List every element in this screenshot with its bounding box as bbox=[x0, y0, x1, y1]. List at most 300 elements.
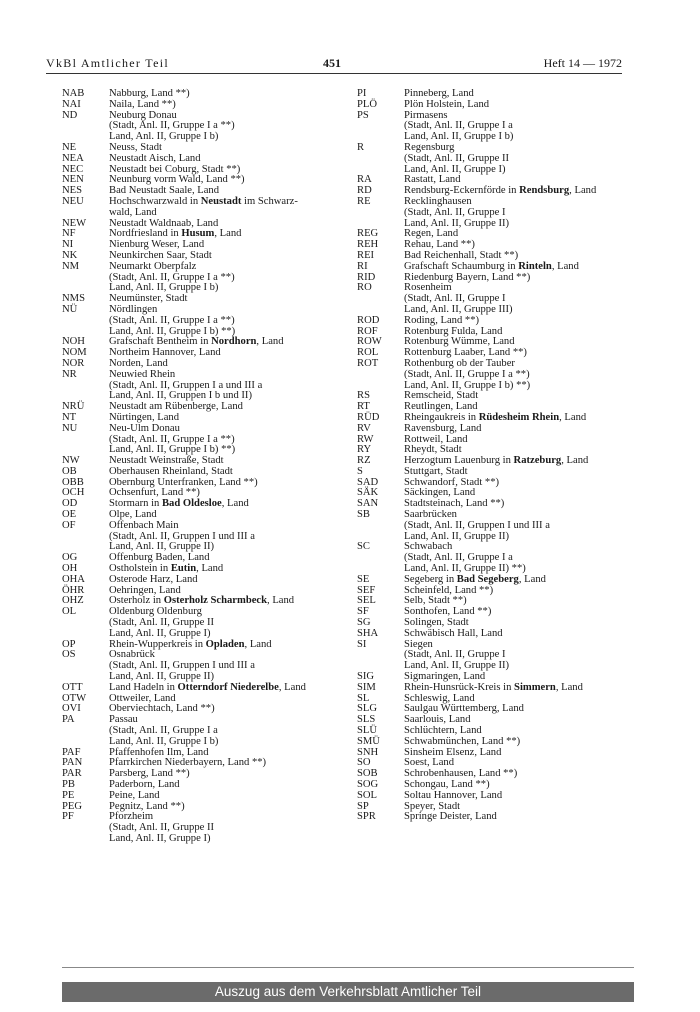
entry-code: ROF bbox=[357, 325, 378, 337]
entry-code: RD bbox=[357, 185, 372, 197]
description-text: Neustadt Aisch, Land bbox=[109, 152, 201, 164]
entry-code: PAR bbox=[62, 768, 82, 780]
description-text: Schleswig, Land bbox=[404, 692, 475, 704]
entry-code: RT bbox=[357, 401, 370, 413]
entry-code: OF bbox=[62, 519, 76, 531]
description-text: Neunkirchen Saar, Stadt bbox=[109, 249, 212, 261]
description-text: Paderborn, Land bbox=[109, 779, 180, 790]
description-text: Rhein-Wupperkreis in bbox=[109, 638, 206, 650]
description-text: Ottweiler, Land bbox=[109, 692, 176, 704]
entry-description bbox=[109, 111, 340, 143]
entry-code: SÄK bbox=[357, 487, 379, 499]
description-text: Neu-Ulm Donau bbox=[109, 422, 180, 434]
description-text: Osterode Harz, Land bbox=[109, 573, 198, 585]
code-entry bbox=[62, 370, 340, 402]
entry-description bbox=[109, 262, 340, 294]
entry-code: NEU bbox=[62, 195, 84, 207]
code-entry bbox=[62, 758, 340, 769]
description-text: Roding, Land **) bbox=[404, 314, 480, 326]
description-text: Oehringen, Land bbox=[109, 584, 181, 596]
description-text: Nordfriesland in bbox=[109, 228, 182, 240]
entry-code: NR bbox=[62, 368, 77, 380]
entry-code: REI bbox=[357, 249, 375, 261]
description-text: Neustadt bei Coburg, Stadt **) bbox=[109, 163, 241, 175]
description-text: Siegen bbox=[404, 638, 433, 650]
description-text: Regen, Land bbox=[404, 228, 459, 240]
description-text: Neuwied Rhein bbox=[109, 368, 176, 380]
entry-description bbox=[404, 111, 625, 143]
description-text: Rotenburg Fulda, Land bbox=[404, 325, 503, 337]
entry-code: SEF bbox=[357, 584, 376, 596]
seat-name: Opladen bbox=[205, 638, 245, 650]
description-text: Rotenburg Wümme, Land bbox=[404, 336, 515, 348]
description-text: Bad Reichenhall, Stadt **) bbox=[404, 249, 519, 261]
entry-code: ROL bbox=[357, 347, 379, 359]
description-text: (Stadt, Anl. II, Gruppen I und III a bbox=[404, 519, 550, 531]
code-entry bbox=[62, 294, 340, 305]
code-entry bbox=[62, 607, 340, 639]
seat-name: Neustadt bbox=[200, 195, 242, 207]
code-entry bbox=[357, 111, 625, 143]
code-entry bbox=[62, 510, 340, 521]
description-text: (Stadt, Anl. II, Gruppen I und III a bbox=[109, 660, 255, 672]
description-text: (Stadt, Anl. II, Gruppen I und III a bbox=[109, 530, 255, 542]
description-text: Solingen, Stadt bbox=[404, 617, 469, 629]
entry-code: OBB bbox=[62, 476, 84, 488]
description-text: Naila, Land **) bbox=[109, 98, 176, 110]
entry-code: ROW bbox=[357, 336, 382, 348]
entry-code: OG bbox=[62, 552, 78, 564]
entry-code: REH bbox=[357, 239, 379, 251]
code-entry bbox=[62, 564, 340, 575]
code-entry bbox=[357, 542, 625, 574]
entry-description bbox=[109, 650, 340, 682]
entry-code: NOM bbox=[62, 347, 87, 359]
description-text: (Stadt, Anl. II, Gruppe I a bbox=[404, 120, 513, 132]
code-entry bbox=[357, 89, 625, 100]
entry-code: R bbox=[357, 141, 365, 153]
description-text: Regensburg bbox=[404, 141, 455, 153]
description-text: Stormarn in bbox=[109, 498, 162, 510]
entry-code: NEA bbox=[62, 152, 84, 164]
description-text: (Stadt, Anl. II, Gruppe II bbox=[109, 822, 215, 834]
description-text: Northeim Hannover, Land bbox=[109, 347, 221, 359]
entry-code: NI bbox=[62, 239, 74, 251]
entry-code: NE bbox=[62, 141, 77, 153]
code-entry bbox=[357, 812, 625, 823]
code-entry bbox=[62, 650, 340, 682]
description-text: Springe Deister, Land bbox=[404, 811, 497, 823]
description-text: (Stadt, Anl. II, Gruppe I bbox=[404, 649, 506, 661]
description-text: Rosenheim bbox=[404, 282, 452, 294]
description-text: Schwabach bbox=[404, 541, 453, 553]
header-rule bbox=[46, 73, 622, 74]
description-line bbox=[109, 704, 340, 715]
entry-code: SLG bbox=[357, 703, 378, 715]
code-entry bbox=[62, 359, 340, 370]
description-text: Land, Anl. II, Gruppe I b) bbox=[109, 735, 219, 747]
description-line bbox=[404, 812, 625, 823]
description-text: Bad Neustadt Saale, Land bbox=[109, 185, 220, 197]
issue-info: Heft 14 — 1972 bbox=[543, 56, 622, 70]
entry-code: RZ bbox=[357, 455, 371, 467]
code-entry bbox=[62, 640, 340, 651]
entry-code: OVI bbox=[62, 703, 81, 715]
entry-code: NT bbox=[62, 411, 77, 423]
entry-code: SAD bbox=[357, 476, 379, 488]
entry-code: RW bbox=[357, 433, 374, 445]
code-entry bbox=[62, 111, 340, 143]
entry-code: NEW bbox=[62, 217, 87, 229]
description-text: (Stadt, Anl. II, Gruppe I a bbox=[404, 552, 513, 564]
entry-code: PA bbox=[62, 714, 75, 726]
journal-title: VkBl Amtlicher Teil bbox=[46, 56, 169, 70]
entry-code: RE bbox=[357, 195, 371, 207]
description-text: Offenburg Baden, Land bbox=[109, 552, 210, 564]
entry-code: SAN bbox=[357, 498, 379, 510]
entry-code: RV bbox=[357, 422, 371, 434]
description-text: Selb, Stadt **) bbox=[404, 595, 467, 607]
seat-name: Bad Segeberg bbox=[456, 573, 519, 585]
entry-code: SB bbox=[357, 509, 370, 521]
description-text: (Stadt, Anl. II, Gruppe I a **) bbox=[109, 314, 235, 326]
description-text: Sonthofen, Land **) bbox=[404, 606, 492, 618]
code-entry bbox=[357, 715, 625, 726]
description-text: Land, Anl. II, Gruppe I b) bbox=[109, 131, 219, 143]
entry-code: PAF bbox=[62, 746, 81, 758]
description-text: , Land bbox=[555, 681, 583, 693]
description-text: Grafschaft Bentheim in bbox=[109, 336, 212, 348]
description-text: Nürtingen, Land bbox=[109, 411, 180, 423]
seat-name: Simmern bbox=[514, 681, 556, 693]
entry-code: SIM bbox=[357, 681, 376, 693]
footer-rule bbox=[62, 967, 634, 968]
description-text: Neumarkt Oberpfalz bbox=[109, 260, 197, 272]
description-text: Norden, Land bbox=[109, 357, 168, 369]
code-entry bbox=[357, 704, 625, 715]
description-text: , Land bbox=[256, 336, 284, 348]
code-entry bbox=[62, 143, 340, 154]
description-line bbox=[109, 834, 340, 845]
description-text: Land, Anl. II, Gruppe I b) **) bbox=[109, 444, 236, 456]
code-entry bbox=[62, 802, 340, 813]
description-text: Schwandorf, Stadt **) bbox=[404, 476, 500, 488]
code-entry bbox=[357, 499, 625, 510]
entry-code: SE bbox=[357, 573, 370, 585]
entry-code: SNH bbox=[357, 746, 379, 758]
seat-name: Osterholz Scharmbeck bbox=[163, 595, 268, 607]
description-text: Schwabmünchen, Land **) bbox=[404, 735, 521, 747]
description-text: (Stadt, Anl. II, Gruppe II bbox=[404, 152, 510, 164]
description-text: Osterholz in bbox=[109, 595, 164, 607]
code-entry bbox=[62, 251, 340, 262]
description-text: (Stadt, Anl. II, Gruppe I a **) bbox=[404, 368, 530, 380]
entry-code: SP bbox=[357, 800, 369, 812]
code-entry bbox=[62, 197, 340, 219]
description-text: , Land bbox=[214, 228, 242, 240]
description-text: Pfaffenhofen Ilm, Land bbox=[109, 746, 209, 758]
entry-code: SOL bbox=[357, 789, 378, 801]
description-text: Land, Anl. II, Gruppe III) bbox=[404, 303, 513, 315]
code-entry bbox=[62, 100, 340, 111]
description-text: , Land bbox=[244, 638, 272, 650]
code-entry bbox=[62, 262, 340, 294]
page-number: 451 bbox=[323, 56, 341, 70]
description-text: (Stadt, Anl. II, Gruppe II bbox=[109, 617, 215, 629]
entry-code: SMÜ bbox=[357, 735, 380, 747]
description-text: , Land bbox=[278, 681, 306, 693]
entry-code: RÜD bbox=[357, 411, 380, 423]
description-text: Reutlingen, Land bbox=[404, 401, 478, 413]
entry-code: PI bbox=[357, 88, 367, 99]
entry-code: NW bbox=[62, 455, 80, 467]
description-text: Rendsburg-Eckernförde in bbox=[404, 185, 520, 197]
description-text: Recklinghausen bbox=[404, 195, 472, 207]
description-text: wald, Land bbox=[109, 206, 157, 218]
entry-code: NU bbox=[62, 422, 78, 434]
description-text: Rottweil, Land bbox=[404, 433, 468, 445]
description-text: Sinsheim Elsenz, Land bbox=[404, 746, 502, 758]
description-text: Land, Anl. II, Gruppe I) bbox=[109, 832, 211, 844]
code-entry bbox=[357, 186, 625, 197]
description-text: Plön Holstein, Land bbox=[404, 98, 490, 110]
entry-code: SLÜ bbox=[357, 725, 378, 737]
description-text: Land, Anl. II, Gruppe II) bbox=[404, 660, 510, 672]
entry-code: SIG bbox=[357, 671, 375, 683]
description-text: Pfarrkirchen Niederbayern, Land **) bbox=[109, 757, 267, 769]
description-text: Land, Anl. II, Gruppe II) bbox=[404, 217, 510, 229]
description-text: Land, Anl. II, Gruppe I b) bbox=[404, 131, 514, 143]
description-text: Ravensburg, Land bbox=[404, 422, 482, 434]
entry-code: NOR bbox=[62, 357, 85, 369]
description-text: Remscheid, Stadt bbox=[404, 390, 479, 402]
entry-description bbox=[404, 197, 625, 229]
entry-code: NEN bbox=[62, 174, 84, 186]
description-text: (Stadt, Anl. II, Gruppe I bbox=[404, 206, 506, 218]
entry-code: OB bbox=[62, 465, 77, 477]
description-text: Herzogtum Lauenburg in bbox=[404, 455, 514, 467]
code-entry bbox=[62, 812, 340, 844]
code-entry bbox=[357, 586, 625, 597]
description-text: Nabburg, Land **) bbox=[109, 88, 190, 99]
entry-code: SHA bbox=[357, 627, 379, 639]
entry-description bbox=[109, 305, 340, 337]
entry-code: NAI bbox=[62, 98, 81, 110]
code-entry bbox=[357, 424, 625, 435]
code-entry bbox=[62, 704, 340, 715]
description-text: (Stadt, Anl. II, Gruppen I a und III a bbox=[109, 379, 263, 391]
entry-code: OE bbox=[62, 509, 77, 521]
code-entry bbox=[357, 273, 625, 284]
seat-name: Husum bbox=[181, 228, 215, 240]
description-text: Saarbrücken bbox=[404, 509, 457, 521]
entry-code: OTW bbox=[62, 692, 87, 704]
description-text: Nördlingen bbox=[109, 303, 158, 315]
description-text: Oldenburg Oldenburg bbox=[109, 606, 202, 618]
description-text: Säckingen, Land bbox=[404, 487, 476, 499]
description-text: (Stadt, Anl. II, Gruppe I a **) bbox=[109, 120, 235, 132]
entry-description bbox=[109, 197, 340, 219]
entry-code: NÜ bbox=[62, 303, 78, 315]
description-text: Land, Anl. II, Gruppe II) **) bbox=[404, 563, 526, 575]
entry-code: SEL bbox=[357, 595, 376, 607]
entry-description bbox=[404, 359, 625, 391]
description-text: Neustadt Waldnaab, Land bbox=[109, 217, 219, 229]
description-text: Passau bbox=[109, 714, 138, 726]
left-column bbox=[62, 89, 340, 845]
seat-name: Nordhorn bbox=[211, 336, 257, 348]
description-text: Land, Anl. II, Gruppe II) bbox=[109, 671, 215, 683]
page-header bbox=[46, 56, 622, 72]
entry-description bbox=[109, 715, 340, 747]
code-entry bbox=[357, 456, 625, 467]
entry-code: NOH bbox=[62, 336, 85, 348]
entry-code: NRÜ bbox=[62, 401, 85, 413]
description-text: Ochsenfurt, Land **) bbox=[109, 487, 200, 499]
entry-code: SOG bbox=[357, 779, 379, 790]
description-text: Parsberg, Land **) bbox=[109, 768, 190, 780]
entry-code: RY bbox=[357, 444, 372, 456]
entry-code: OTT bbox=[62, 681, 83, 693]
entry-description bbox=[109, 521, 340, 553]
code-entry bbox=[62, 413, 340, 424]
description-text: Land, Anl. II, Gruppen I b und II) bbox=[109, 390, 252, 402]
entry-code: OCH bbox=[62, 487, 85, 499]
description-text: Ostholstein in bbox=[109, 563, 171, 575]
description-text: Stadtsteinach, Land **) bbox=[404, 498, 505, 510]
entry-code: RO bbox=[357, 282, 372, 294]
description-text: Land, Anl. II, Gruppe II) bbox=[109, 541, 215, 553]
description-text: Land Hadeln in bbox=[109, 681, 178, 693]
description-text: Obernburg Unterfranken, Land **) bbox=[109, 476, 258, 488]
entry-code: SOB bbox=[357, 768, 378, 780]
entry-description bbox=[404, 143, 625, 175]
entry-code: NF bbox=[62, 228, 76, 240]
description-text: (Stadt, Anl. II, Gruppe I bbox=[404, 293, 506, 305]
entry-code: OHZ bbox=[62, 595, 84, 607]
description-text: (Stadt, Anl. II, Gruppe I a bbox=[109, 725, 218, 737]
seat-name: Ratzeburg bbox=[513, 455, 562, 467]
description-text: Pforzheim bbox=[109, 811, 154, 823]
entry-code: RI bbox=[357, 260, 368, 272]
entry-code: OL bbox=[62, 606, 77, 618]
description-text: Land, Anl. II, Gruppe II) bbox=[404, 530, 510, 542]
entry-description bbox=[404, 640, 625, 672]
entry-description bbox=[109, 424, 340, 456]
description-text: Rhein-Hunsrück-Kreis in bbox=[404, 681, 515, 693]
right-column bbox=[357, 89, 625, 823]
seat-name: Rinteln bbox=[518, 260, 552, 272]
code-entry bbox=[62, 575, 340, 586]
description-text: Olpe, Land bbox=[109, 509, 157, 521]
code-entry bbox=[62, 424, 340, 456]
code-entry bbox=[62, 683, 340, 694]
code-entry bbox=[357, 413, 625, 424]
description-text: Speyer, Stadt bbox=[404, 800, 461, 812]
code-entry bbox=[357, 229, 625, 240]
code-entry bbox=[357, 510, 625, 542]
code-entry bbox=[62, 791, 340, 802]
footer-banner: Auszug aus dem Verkehrsblatt Amtlicher Teil bbox=[62, 982, 634, 1002]
description-text: Schrobenhausen, Land **) bbox=[404, 768, 518, 780]
seat-name: Otterndorf Niederelbe bbox=[177, 681, 279, 693]
entry-description bbox=[109, 607, 340, 639]
entry-code: NM bbox=[62, 260, 80, 272]
entry-code: SI bbox=[357, 638, 367, 650]
description-text: Land, Anl. II, Gruppe I b) bbox=[109, 282, 219, 294]
entry-description bbox=[404, 629, 625, 640]
description-text: Grafschaft Schaumburg in bbox=[404, 260, 519, 272]
description-text: Neuss, Stadt bbox=[109, 141, 162, 153]
entry-code: NAB bbox=[62, 88, 85, 99]
seat-name: Bad Oldesloe bbox=[161, 498, 222, 510]
description-text: , Land bbox=[561, 455, 589, 467]
code-entry bbox=[357, 143, 625, 175]
entry-code: S bbox=[357, 465, 363, 477]
description-line bbox=[404, 629, 625, 640]
description-text: Rastatt, Land bbox=[404, 174, 461, 186]
entry-code: OP bbox=[62, 638, 76, 650]
description-text: Offenbach Main bbox=[109, 519, 179, 531]
description-text: Rothenburg ob der Tauber bbox=[404, 357, 515, 369]
entry-description bbox=[404, 812, 625, 823]
description-text: , Land bbox=[559, 411, 587, 423]
entry-description bbox=[109, 812, 340, 844]
entry-code: SLS bbox=[357, 714, 376, 726]
code-entry bbox=[62, 715, 340, 747]
entry-code: RS bbox=[357, 390, 370, 402]
code-entry bbox=[62, 478, 340, 489]
entry-code: NK bbox=[62, 249, 78, 261]
code-entry bbox=[357, 629, 625, 640]
description-text: , Land bbox=[221, 498, 249, 510]
description-text: Riedenburg Bayern, Land **) bbox=[404, 271, 531, 283]
code-entry bbox=[357, 791, 625, 802]
description-text: Neunburg vorm Wald, Land **) bbox=[109, 174, 245, 186]
entry-code: NES bbox=[62, 185, 83, 197]
description-text: Neustadt am Rübenberge, Land bbox=[109, 401, 243, 413]
entry-code: PEG bbox=[62, 800, 83, 812]
description-text: Schongau, Land **) bbox=[404, 779, 490, 790]
entry-code: SC bbox=[357, 541, 370, 553]
description-text: Saulgau Württemberg, Land bbox=[404, 703, 524, 715]
entry-code: RA bbox=[357, 174, 372, 186]
entry-code: SPR bbox=[357, 811, 376, 823]
code-entry bbox=[357, 748, 625, 759]
entry-code: SG bbox=[357, 617, 371, 629]
description-text: Land, Anl. II, Gruppe I b) **) bbox=[404, 379, 531, 391]
entry-code: PAN bbox=[62, 757, 83, 769]
entry-code: PE bbox=[62, 789, 75, 801]
entry-code: PB bbox=[62, 779, 75, 790]
description-text: Hochschwarzwald in bbox=[109, 195, 201, 207]
entry-code: RID bbox=[357, 271, 376, 283]
description-text: Segeberg in bbox=[404, 573, 457, 585]
description-text: Oberhausen Rheinland, Stadt bbox=[109, 465, 233, 477]
code-entry bbox=[62, 521, 340, 553]
code-entry bbox=[357, 435, 625, 446]
code-entry bbox=[62, 769, 340, 780]
description-text: , Land bbox=[196, 563, 224, 575]
code-entry bbox=[357, 683, 625, 694]
entry-code: ÖHR bbox=[62, 584, 85, 596]
description-text: Land, Anl. II, Gruppe I) bbox=[404, 163, 506, 175]
entry-code: ROT bbox=[357, 357, 379, 369]
description-text: Schwäbisch Hall, Land bbox=[404, 627, 503, 639]
code-entry bbox=[62, 499, 340, 510]
entry-code: ROD bbox=[357, 314, 380, 326]
entry-code: ND bbox=[62, 109, 78, 121]
